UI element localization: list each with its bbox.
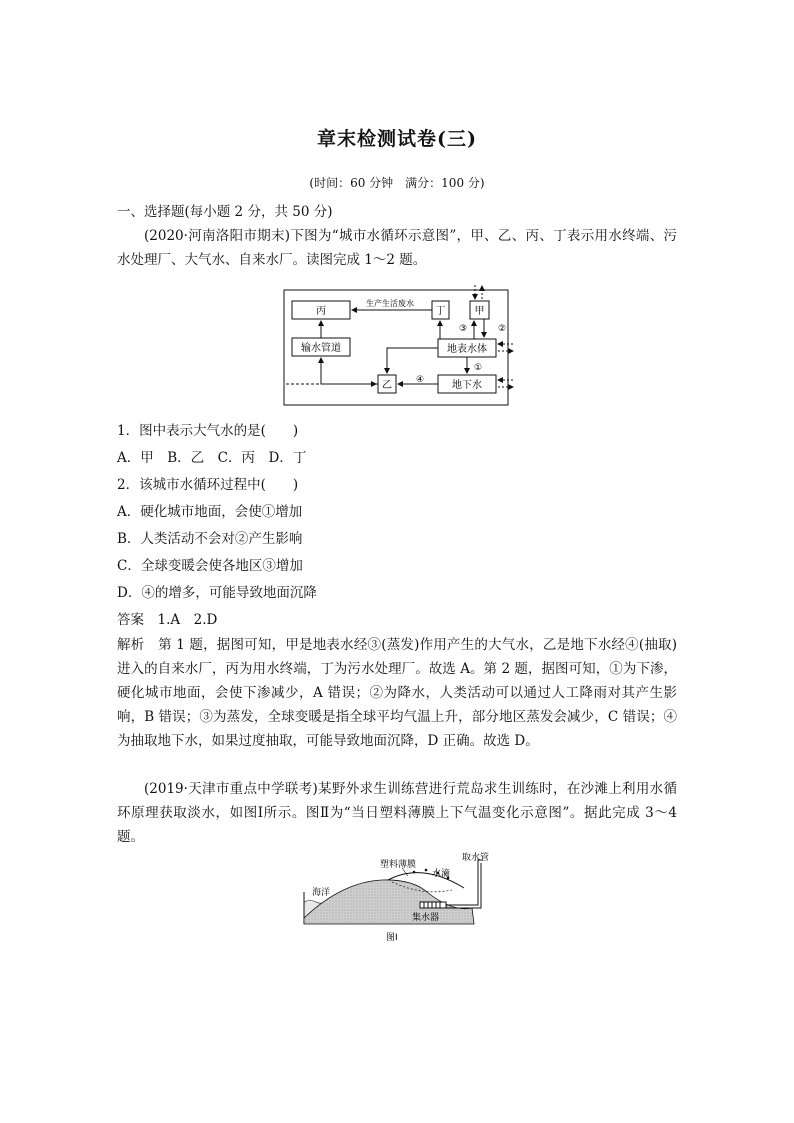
solar-still-diagram xyxy=(302,852,502,944)
question-intro-1: (2020·河南洛阳市期末)下图为“城市水循环示意图”，甲、乙、丙、丁表示用水终端、污水处理厂、大气水、自来水厂。读图完成 1～2 题。 xyxy=(117,228,677,268)
jia-label: 甲 xyxy=(474,306,485,317)
num-3-label: ③ xyxy=(458,324,468,334)
section-heading: 一、选择题(每小题 2 分，共 50 分) xyxy=(117,204,333,220)
question-2-option-b: B．人类活动不会对②产生影响 xyxy=(117,531,303,547)
pipe-label: 取水管 xyxy=(462,853,490,863)
bing-label: 丙 xyxy=(316,306,326,317)
num-1-label: ① xyxy=(473,363,483,373)
film-label: 塑料薄膜 xyxy=(380,860,417,870)
question-intro-2: (2019·天津市重点中学联考)某野外求生训练营进行荒岛求生训练时，在沙滩上利用水循环原理获取淡水，如图Ⅰ所示。图Ⅱ为“当日塑料薄膜上下气温变化示意图”。据此完成 3～4 题。 xyxy=(117,781,677,845)
analysis-paragraph: 解析 第 1 题，据图可知，甲是地表水经③(蒸发)作用产生的大气水，乙是地下水经④(抽取)进入的自来水厂，丙为用水终端，丁为污水处理厂。故选 A。第 2 题，据图可知，①为下渗，硬化城市地面，会使下渗减少，A 错误；②为降水，人类活动可以通过人工降雨对其产生影响，B 错误；③为蒸发，全球变暖是指全球平均气温上升，部分地区蒸发会减少，C 错误；④为抽取地下水，如果过度抽取，可能导致地面沉降，D 正确。故选 D。 xyxy=(117,637,677,749)
collector-label: 集水器 xyxy=(412,913,440,923)
question-2-option-a: A．硬化城市地面，会使①增加 xyxy=(117,504,303,520)
pipeline-label: 输水管道 xyxy=(301,343,341,354)
answer-line: 答案 1.A 2.D xyxy=(117,612,218,628)
ocean-label: 海洋 xyxy=(312,888,331,898)
yi-label: 乙 xyxy=(382,380,392,391)
groundwater-label: 地下水 xyxy=(452,380,482,391)
waste-water-label: 生产生活废水 xyxy=(366,299,414,308)
num-2-label: ② xyxy=(497,324,507,334)
ding-label: 丁 xyxy=(435,306,446,317)
figure-1-caption: 图Ⅰ xyxy=(386,933,398,943)
sand-hill xyxy=(304,880,474,924)
question-1-stem: 1．图中表示大气水的是( ) xyxy=(117,423,299,439)
question-1-options: A．甲 B．乙 C．丙 D．丁 xyxy=(117,450,307,466)
droplet-label: 水滴 xyxy=(432,869,451,879)
question-2-option-c: C．全球变暖会使各地区③增加 xyxy=(117,558,303,574)
surface-water-label: 地表水体 xyxy=(447,344,487,355)
water-pipe xyxy=(446,860,482,905)
question-2-stem: 2．该城市水循环过程中( ) xyxy=(117,477,299,493)
num-4-label: ④ xyxy=(415,375,425,385)
page-title: 章末检测试卷(三) xyxy=(317,128,477,150)
water-cycle-diagram xyxy=(282,285,514,407)
question-2-option-d: D．④的增多，可能导致地面沉降 xyxy=(117,585,317,601)
exam-info: (时间：60 分钟 满分：100 分) xyxy=(309,176,485,190)
